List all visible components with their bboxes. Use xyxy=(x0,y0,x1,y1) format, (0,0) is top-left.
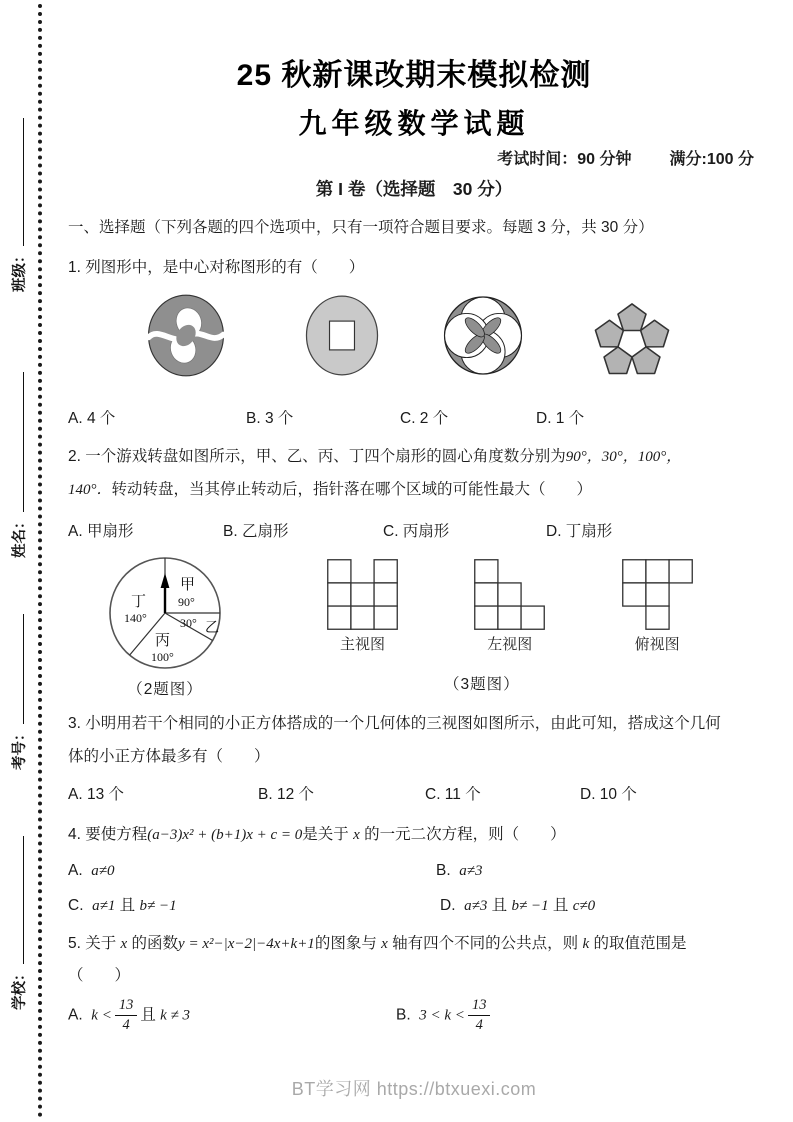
q2-q3-figures xyxy=(68,551,760,699)
binding-dotted-rule xyxy=(38,4,42,1118)
sector-jia-angle: 90° xyxy=(178,595,195,609)
exam-info xyxy=(68,146,760,169)
figure-coin xyxy=(294,285,390,386)
q4-options-row2 xyxy=(68,895,760,917)
exam-title: 25 秋新课改期末模拟检测 xyxy=(236,59,592,92)
sector-bing-label: 丙 xyxy=(155,632,171,649)
q3-stem-line2: 体的小正方体最多有（ ） xyxy=(68,748,270,765)
q2-option-b: B. 乙扇形 xyxy=(223,523,289,540)
q4-options-row1 xyxy=(68,860,760,882)
field-name-blank xyxy=(11,373,24,513)
sector-ding-label: 丁 xyxy=(131,593,147,610)
q2-options xyxy=(68,521,760,543)
spinner-column xyxy=(105,551,225,699)
q3-option-c: C. 11 个 xyxy=(425,786,481,803)
front-view-column xyxy=(327,551,398,654)
q1-option-b: B. 3 个 xyxy=(246,410,294,427)
q1-options xyxy=(68,408,760,430)
q3-stem-line1: 3. 小明用若干个相同的小正方体搭成的一个几何体的三视图如图所示，由此可知，搭成这个几何 xyxy=(68,715,721,732)
q5-stem-line2: （ ） xyxy=(68,967,131,984)
q5-option-a: A. k < $\frac{13}{4}$ 且 k ≠ 3 xyxy=(68,997,191,1033)
q4-option-d: D. a≠3 且 b≠ −1 且 c≠0 xyxy=(440,897,596,914)
footer-credit: BT学习网 https://btxuexi.com xyxy=(291,1079,537,1100)
q4-stem: 4. 要使方程(a−3)x² + (b+1)x + c = 0是关于 x 的一元二次方程，则（ ） xyxy=(68,826,566,843)
section-title: 第 I 卷（选择题 30 分） xyxy=(315,179,513,199)
sector-bing-angle: 100° xyxy=(151,650,174,664)
q1-stem: 1. 列图形中，是中心对称图形的有（ ） xyxy=(68,259,365,276)
q5-options xyxy=(68,997,760,1033)
front-view-label: 主视图 xyxy=(339,636,385,653)
field-exam-number-label: 考号： xyxy=(12,726,28,770)
q2-option-a: A. 甲扇形 xyxy=(68,523,134,540)
field-exam-number xyxy=(8,615,29,771)
exam-time: 考试时间：90 分钟 xyxy=(497,151,632,168)
figure-four-petals xyxy=(435,285,531,386)
field-name xyxy=(8,373,29,559)
top-view-label: 俯视图 xyxy=(634,636,680,653)
q1-figures xyxy=(68,285,760,386)
left-view-figure xyxy=(474,559,545,630)
q1-option-a: A. 4 个 xyxy=(68,410,116,427)
field-school-label: 学校： xyxy=(12,966,28,1010)
top-view-column xyxy=(622,551,693,654)
field-school xyxy=(8,837,29,1011)
q1-option-c: C. 2 个 xyxy=(400,410,449,427)
field-name-label: 姓名： xyxy=(12,514,28,558)
spinner-caption: （2题图） xyxy=(127,681,203,698)
q2-option-c: C. 丙扇形 xyxy=(383,523,450,540)
field-class-label: 班级： xyxy=(12,248,28,292)
views-caption: （3题图） xyxy=(444,676,520,693)
field-class-blank xyxy=(11,119,24,247)
figure-five-pentagons xyxy=(583,285,681,386)
sector-yi-label: 乙 xyxy=(205,619,219,635)
q2-option-d: D. 丁扇形 xyxy=(546,523,613,540)
q5-stem-line1: 5. 关于 x 的函数y = x²−|x−2|−4x+k+1的图象与 x 轴有四个不同的公共点，则 k 的取值范围是 xyxy=(68,935,687,952)
q4-option-c: C. a≠1 且 b≠ −1 xyxy=(68,897,177,914)
field-exam-number-blank xyxy=(11,615,24,725)
q5-option-b: B. 3 < k < $\frac{13}{4}$ xyxy=(396,997,493,1033)
q3-option-b: B. 12 个 xyxy=(258,786,314,803)
exam-full-score: 满分:100 分 xyxy=(669,151,754,168)
exam-subtitle: 九年级数学试题 xyxy=(298,109,530,140)
sector-yi-angle: 30° xyxy=(180,616,197,630)
q2-stem-line1: 2. 一个游戏转盘如图所示，甲、乙、丙、丁四个扇形的圆心角度数分别为90°，30°，100°， xyxy=(68,448,682,465)
field-class xyxy=(8,119,29,293)
left-view-label: 左视图 xyxy=(487,636,533,653)
section-intro: 一、选择题（下列各题的四个选项中，只有一项符合题目要求。每题 3 分，共 30 分） xyxy=(68,219,654,236)
q4-option-b: B. a≠3 xyxy=(436,862,483,879)
sector-ding-angle: 140° xyxy=(124,611,147,625)
q2-stem-line2: 140°．转动转盘，当其停止转动后，指针落在哪个区域的可能性最大（ ） xyxy=(68,481,593,498)
q3-options xyxy=(68,784,760,806)
field-school-blank xyxy=(11,837,24,965)
sector-jia-label: 甲 xyxy=(180,576,196,593)
spinner-figure xyxy=(105,551,225,675)
figure-swirl-circle xyxy=(138,285,234,386)
q1-option-d: D. 1 个 xyxy=(536,410,585,427)
q4-option-a: A. a≠0 xyxy=(68,862,115,879)
paper-content xyxy=(68,0,760,1101)
left-view-column xyxy=(444,551,548,694)
q3-option-d: D. 10 个 xyxy=(580,786,637,803)
top-view-figure xyxy=(622,559,693,630)
q3-option-a: A. 13 个 xyxy=(68,786,124,803)
front-view-figure xyxy=(327,559,398,630)
